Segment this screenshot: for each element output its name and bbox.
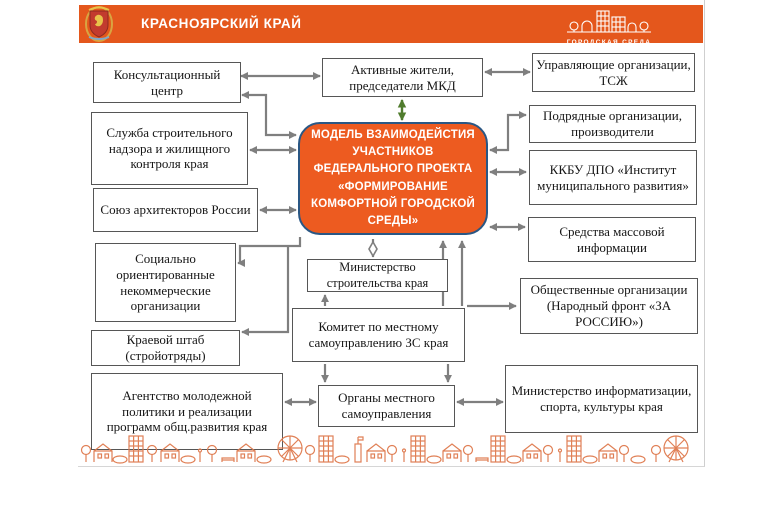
node-youth-agency: Агентство молодежной политики и реализации программ общ.развития края: [91, 373, 283, 450]
node-min-inform: Министерство информатизации, спорта, культуры края: [505, 365, 698, 433]
node-komitet: Комитет по местному самоуправлению ЗС края: [292, 308, 465, 362]
node-arch-union: Союз архитекторов России: [93, 188, 258, 232]
central-model-box: МОДЕЛЬ ВЗАИМОДЕЙСТИЯ УЧАСТНИКОВ ФЕДЕРАЛЬНОГО ПРОЕКТА «ФОРМИРОВАНИЕ КОМФОРТНОЙ ГОРОДСКОЙ СРЕДЫ»: [298, 122, 488, 235]
node-oms: Органы местного самоуправления: [318, 385, 455, 427]
node-consult-center: Консультационный центр: [93, 62, 241, 103]
coat-of-arms-icon: [85, 6, 113, 42]
node-kraevoy-shtab: Краевой штаб (стройотряды): [91, 330, 240, 366]
gorodskaya-sreda-logo: [561, 8, 657, 46]
node-public-orgs: Общественные организации (Народный фронт «ЗА РОССИЮ»): [520, 278, 698, 334]
node-stroy-nadzor: Служба строительного надзора и жилищного контроля края: [91, 112, 248, 185]
node-min-stroy: Министерство строительства края: [307, 259, 448, 292]
node-management-orgs: Управляющие организации, ТСЖ: [532, 53, 695, 92]
node-social-nko: Социально ориентированные некоммерческие организации: [95, 243, 236, 322]
node-kkbu-dpo: ККБУ ДПО «Институт муниципального развития»: [529, 150, 697, 205]
node-residents: Активные жители, председатели МКД: [322, 58, 483, 97]
city-icon: [566, 8, 652, 34]
header-bar: [79, 5, 703, 46]
slide: [78, 0, 705, 467]
header-region-title: КРАСНОЯРСКИЙ КРАЙ: [141, 16, 302, 31]
node-mass-media: Средства массовой информации: [528, 217, 696, 262]
node-contractors: Подрядные организации, производители: [529, 105, 696, 143]
logo-label: ГОРОДСКАЯ СРЕДА: [566, 39, 652, 46]
